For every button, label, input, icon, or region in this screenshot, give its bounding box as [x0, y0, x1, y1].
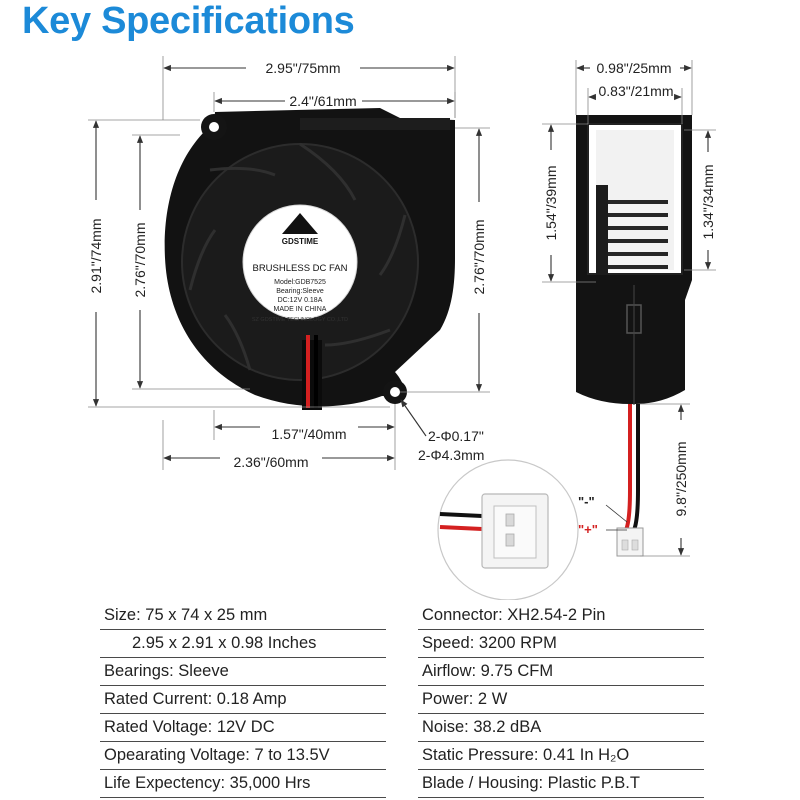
fan-label-product: BRUSHLESS DC FAN [252, 263, 348, 274]
fan-label-brand: GDSTIME [281, 237, 319, 246]
spec-right-cell: Connector: XH2.54-2 Pin [418, 602, 704, 630]
spec-left-cell: Bearings: Sleeve [100, 658, 386, 686]
mounting-hole-bottom-icon [390, 387, 400, 397]
spec-row [100, 658, 704, 686]
spec-left-cell: Life Expectency: 35,000 Hrs [100, 770, 386, 798]
fan-label-bearing: Bearing:Sleeve [276, 288, 324, 295]
side-blade-hub [596, 185, 608, 275]
page-title: Key Specifications [22, 0, 355, 42]
dim-front-inner-width: 2.4"/61mm [289, 93, 357, 109]
fan-label-origin: MADE IN CHINA [273, 306, 327, 313]
small-connector [617, 528, 643, 556]
spec-right-cell: Speed: 3200 RPM [418, 630, 704, 658]
dim-hole-diameter-in: 2-Φ0.17" [428, 428, 484, 444]
fan-front-view [165, 108, 455, 410]
connector-zoom [438, 460, 627, 600]
dim-hole-span: 2.36"/60mm [233, 454, 309, 470]
dim-hole-spacing: 1.57"/40mm [271, 426, 347, 442]
connector-minus-label: "-" [578, 494, 595, 509]
wire-channel [302, 340, 322, 410]
cable-red-bend [626, 490, 630, 530]
spec-right-cell: Static Pressure: 0.41 In H₂O [418, 742, 704, 770]
fan-label-model: Model:GDB7525 [274, 279, 326, 286]
spec-left-cell: Rated Current: 0.18 Amp [100, 686, 386, 714]
spec-table [100, 602, 704, 798]
spec-left-cell: Size: 75 x 74 x 25 mm [100, 602, 386, 630]
zoom-wire-black [440, 514, 482, 516]
dim-front-width: 2.95"/75mm [265, 60, 341, 76]
spec-row [100, 742, 704, 770]
spec-left-cell: Rated Voltage: 12V DC [100, 714, 386, 742]
spec-row [100, 602, 704, 630]
spec-row [100, 770, 704, 798]
mounting-hole-top-icon [209, 122, 219, 132]
cable-black-bend [634, 490, 638, 530]
spec-row [100, 714, 704, 742]
dim-side-height: 1.34"/34mm [700, 164, 716, 240]
spec-right-cell: Airflow: 9.75 CFM [418, 658, 704, 686]
spec-row [100, 630, 704, 658]
dim-side-outlet-height: 1.54"/39mm [543, 165, 559, 241]
dim-front-inner-height-left: 2.76"/70mm [132, 222, 148, 298]
zoom-pin-1 [506, 514, 514, 526]
spec-left-cell: 2.95 x 2.91 x 0.98 Inches [100, 630, 386, 658]
spec-right-cell: Noise: 38.2 dBA [418, 714, 704, 742]
dim-cable-length: 9.8"/250mm [673, 441, 689, 517]
dim-side-outlet-width: 0.83"/21mm [598, 83, 674, 99]
outlet-frame [300, 118, 450, 130]
connector-plus-label: "+" [578, 522, 598, 537]
spec-right-cell: Power: 2 W [418, 686, 704, 714]
spec-left-cell: Opearating Voltage: 7 to 13.5V [100, 742, 386, 770]
zoom-pin-2 [506, 534, 514, 546]
fan-label-company: SZ GDSTIME TECHNOLOGY CO.,LTD [251, 317, 349, 323]
spec-right-cell: Blade / Housing: Plastic P.B.T [418, 770, 704, 798]
dim-front-inner-height-right: 2.76"/70mm [471, 219, 487, 295]
spec-row [100, 686, 704, 714]
dim-hole-diameter-mm: 2-Φ4.3mm [418, 447, 485, 463]
dim-front-height: 2.91"/74mm [88, 218, 104, 294]
fan-label-power: DC:12V 0.18A [277, 297, 323, 304]
zoom-wire-red [440, 527, 482, 529]
dim-side-depth: 0.98"/25mm [596, 60, 672, 76]
